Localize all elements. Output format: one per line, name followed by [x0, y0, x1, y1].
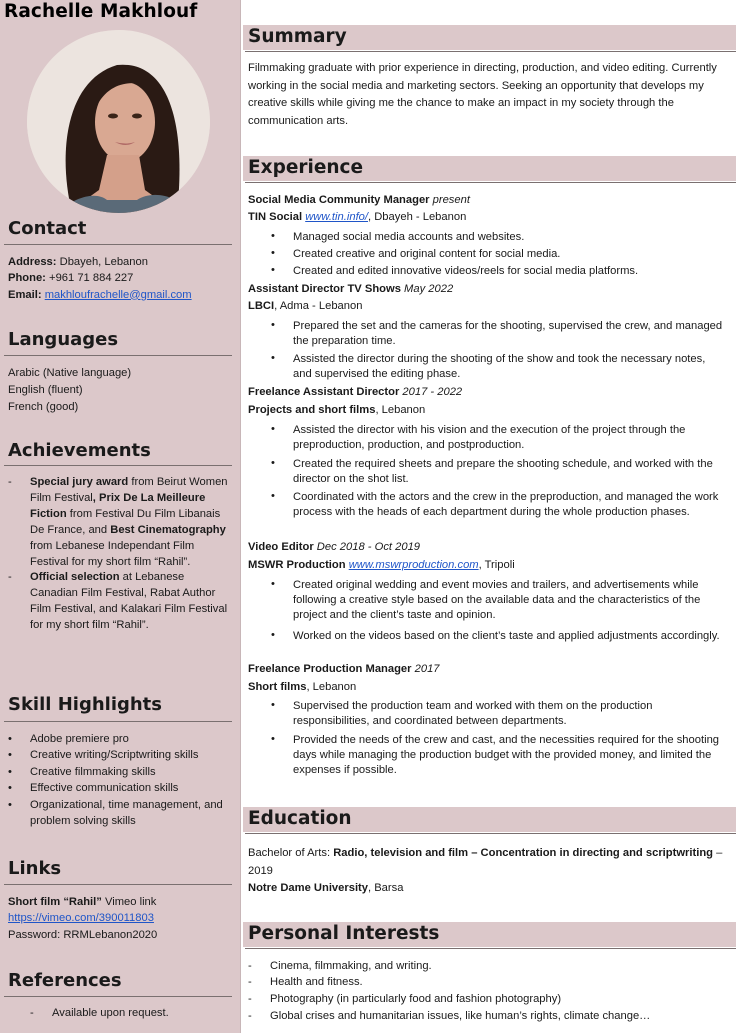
education-block: Bachelor of Arts: Radio, television and film – Concentration in directing and scriptwriting – 2019 Notre Dame University, Barsa	[248, 847, 723, 894]
job-org-line: MSWR Production www.mswrproduction.com, Tripoli	[248, 559, 515, 571]
bullet-dot: •	[271, 457, 275, 469]
portrait-image	[27, 30, 210, 213]
job-bullet: Prepared the set and the cameras for the shooting, supervised the crew, and managed the preparation time.	[293, 320, 723, 348]
bullet-dot: •	[271, 733, 275, 745]
bullet-dot: •	[271, 578, 275, 590]
reference-item: - Available upon request.	[30, 1007, 169, 1019]
candidate-name: Rachelle Makhlouf	[4, 1, 198, 22]
vimeo-password: Password: RRMLebanon2020	[8, 928, 158, 941]
links-block: Short film “Rahil” Vimeo link https://vimeo.com/390011803 Password: RRMLebanon2020	[8, 894, 232, 943]
job-bullet: Provided the needs of the crew and cast, and the necessities required for the shooting days while managing the production budget with the provided money, and limited the expenses if possible.	[293, 734, 720, 777]
job-bullet: Created creative and original content for social media.	[293, 248, 561, 260]
job-org-line: TIN Social www.tin.info/, Dbayeh - Lebanon	[248, 211, 467, 223]
school-name: Notre Dame University	[248, 882, 368, 894]
achievements-heading: Achievements	[8, 440, 151, 461]
experience-heading: Experience	[248, 157, 364, 178]
job-bullet: Supervised the production team and worked with them on the production responsibilities, and coordinated between departments.	[293, 700, 653, 728]
interest-item: - Health and fitness.	[248, 976, 363, 988]
languages-rule	[4, 355, 232, 356]
bullet-dot: •	[271, 319, 275, 331]
interests-heading: Personal Interests	[248, 923, 440, 944]
education-heading: Education	[248, 808, 352, 829]
job-bullet: Assisted the director during the shooting of the show and took the necessary notes, and supervised the editing phase.	[293, 353, 706, 381]
experience-rule	[245, 182, 736, 183]
skill-item: • Creative filmmaking skills	[8, 765, 156, 778]
job-title-line: Freelance Production Manager 2017	[248, 663, 440, 675]
bullet-dot: •	[271, 699, 275, 711]
contact-email: Email: makhloufrachelle@gmail.com	[8, 288, 192, 301]
summary-heading: Summary	[248, 26, 347, 47]
language-item: French (good)	[8, 400, 79, 413]
language-item: English (fluent)	[8, 383, 83, 396]
contact-rule	[4, 244, 232, 245]
job-bullet: Created the required sheets and prepare the shooting schedule, and worked with the director on the shot list.	[293, 458, 713, 486]
interest-item: - Global crises and humanitarian issues, like human’s rights, climate change…	[248, 1010, 651, 1022]
skill-item: • Creative writing/Scriptwriting skills	[8, 749, 199, 762]
bullet-dot: •	[271, 423, 275, 435]
bullet-dot: •	[271, 230, 275, 242]
contact-block	[8, 254, 232, 303]
skills-list	[8, 731, 232, 829]
tin-link[interactable]: www.tin.info/	[305, 211, 369, 223]
bullet-dot: •	[271, 247, 275, 259]
job-bullet: Assisted the director with his vision and the execution of the project through the preproduction, production, and postproduction.	[293, 424, 686, 452]
job-bullet: Coordinated with the actors and the crew in the preproduction, and managed the work process with the heads of each department during the whole production phases.	[293, 491, 719, 519]
job-title-line: Video Editor Dec 2018 - Oct 2019	[248, 541, 421, 553]
achievement-item: - Special jury award from Beirut Women Film Festival, Prix De La Meilleure Fiction from Festival Du Film Libanais De France, and Best Cinematography from Lebanese Independant Film Festival for my short film “Rahil”.	[8, 476, 228, 568]
interest-item: - Photography (in particularly food and fashion photography)	[248, 993, 562, 1005]
skills-rule	[4, 721, 232, 722]
skill-item: • Adobe premiere pro	[8, 733, 129, 745]
summary-rule	[245, 51, 736, 52]
bullet-dot: •	[271, 264, 275, 276]
interests-rule	[245, 948, 736, 949]
job-bullet: Worked on the videos based on the client’s taste and applied adjustments accordingly.	[293, 630, 720, 642]
education-rule	[245, 833, 736, 834]
achievement-item: - Official selection at Lebanese Canadian Film Festival, Rabat Author Film Festival, and Kalakari Film Festival for my short film “Rahil”.	[8, 571, 228, 632]
summary-text: Filmmaking graduate with prior experience in directing, production, and video editing. Currently working in the social media and marketing sectors. Seeking an opportunity that develops my creative skills while giving me the chance to make an impact in my society through the communication arts.	[248, 62, 717, 127]
job-bullet: Managed social media accounts and websites.	[293, 231, 525, 243]
contact-heading: Contact	[8, 218, 87, 239]
language-item: Arabic (Native language)	[8, 367, 132, 379]
mswr-link[interactable]: www.mswrproduction.com	[348, 559, 479, 571]
job-title-line: Social Media Community Manager present	[248, 194, 470, 206]
references-rule	[4, 996, 232, 997]
profile-photo	[27, 30, 210, 213]
skill-item: • Organizational, time management, and problem solving skills	[8, 798, 223, 828]
links-rule	[4, 884, 232, 885]
languages-list	[8, 365, 232, 416]
film-label: Short film “Rahil”	[8, 896, 102, 908]
links-heading: Links	[8, 858, 62, 879]
interest-item: - Cinema, filmmaking, and writing.	[248, 960, 432, 972]
languages-heading: Languages	[8, 329, 119, 350]
job-org-line: LBCI, Adma - Lebanon	[248, 300, 363, 312]
job-org-line: Short films, Lebanon	[248, 681, 357, 693]
bullet-dot: •	[271, 629, 275, 641]
column-divider	[240, 0, 241, 1033]
skills-heading: Skill Highlights	[8, 694, 163, 715]
achievements-list	[8, 475, 228, 634]
references-heading: References	[8, 970, 122, 991]
skill-item: • Effective communication skills	[8, 782, 179, 795]
contact-phone: Phone: +961 71 884 227	[8, 272, 134, 285]
job-title-line: Freelance Assistant Director 2017 - 2022	[248, 386, 463, 398]
job-bullet: Created and edited innovative videos/reels for social media platforms.	[293, 265, 639, 277]
vimeo-link[interactable]: https://vimeo.com/390011803	[8, 912, 154, 925]
contact-address: Address: Dbayeh, Lebanon	[8, 256, 148, 268]
bullet-dot: •	[271, 352, 275, 364]
achievements-rule	[4, 465, 232, 466]
email-link[interactable]: makhloufrachelle@gmail.com	[44, 288, 192, 301]
job-org-line: Projects and short films, Lebanon	[248, 404, 426, 416]
bullet-dot: •	[271, 490, 275, 502]
job-bullet: Created original wedding and event movies and trailers, and advertisements while following a creative style based on the available data and the characteristics of the project and the client’s taste and opinion.	[293, 579, 701, 622]
job-title-line: Assistant Director TV Shows May 2022	[248, 283, 454, 295]
